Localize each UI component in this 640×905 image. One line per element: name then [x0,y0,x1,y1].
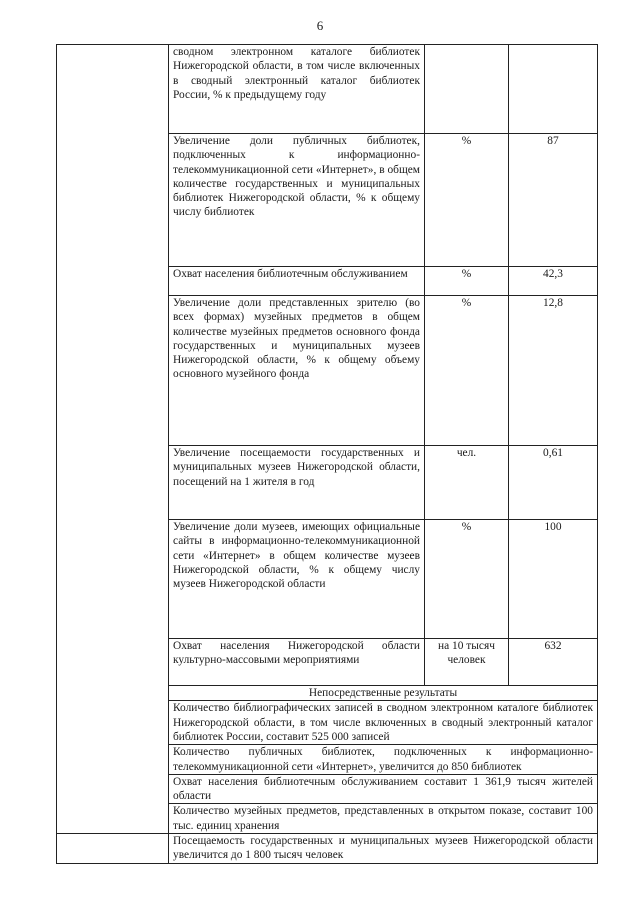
indicators-table [56,44,598,864]
left-empty-column [57,45,169,834]
indicator-value: 632 [509,639,598,686]
result-text: Количество библиографических записей в сводном электронном каталоге библиотек Нижегородской области, в том числе включенных в сводный электронный каталог библиотек России, составит 525 000 записей [169,701,598,745]
result-text: Охват населения библиотечным обслуживанием составит 1 361,9 тысяч жителей области [169,774,598,804]
indicator-value [509,45,598,134]
indicator-unit [425,45,509,134]
section-title: Непосредственные результаты [169,686,598,701]
indicator-value: 42,3 [509,267,598,296]
table-row [57,45,598,134]
indicator-value: 12,8 [509,296,598,446]
left-empty-cell [57,834,169,864]
indicator-unit: % [425,134,509,267]
indicator-text: Охват населения библиотечным обслуживанием [169,267,425,296]
indicator-text: Охват населения Нижегородской области культурно-массовыми мероприятиями [169,639,425,686]
indicator-text: Увеличение доли музеев, имеющих официальные сайты в информационно-телекоммуникационной сети «Интернет» в общем количестве музеев Нижегородской области, % к общему числу музеев Нижегородской области [169,520,425,639]
indicator-unit: % [425,296,509,446]
indicator-text: Увеличение доли публичных библиотек, подключенных к информационно-телекоммуникационной сети «Интернет», в общем количестве государственных и муниципальных библиотек Нижегородской области, % к общему числу библиотек [169,134,425,267]
indicator-text: Увеличение доли представленных зрителю (во всех формах) музейных предметов в общем количестве музейных предметов основного фонда государственных и муниципальных музеев Нижегородской области, % к общему объему основного музейного фонда [169,296,425,446]
indicator-value: 100 [509,520,598,639]
indicator-unit: на 10 тысяч человек [425,639,509,686]
result-row [57,834,598,864]
indicator-value: 0,61 [509,446,598,520]
indicator-unit: % [425,520,509,639]
page-number: 6 [316,18,324,33]
result-text: Посещаемость государственных и муниципальных музеев Нижегородской области увеличится до 1 800 тысяч человек [169,834,598,864]
indicator-text: Увеличение посещаемости государственных и муниципальных музеев Нижегородской области, посещений на 1 жителя в год [169,446,425,520]
result-text: Количество публичных библиотек, подключенных к информационно-телекоммуникационной сети «Интернет», увеличится до 850 библиотек [169,745,598,775]
indicator-value: 87 [509,134,598,267]
indicator-unit: % [425,267,509,296]
indicator-text: сводном электронном каталоге библиотек Нижегородской области, в том числе включенных в сводный электронный каталог библиотек России, % к предыдущему году [169,45,425,134]
result-text: Количество музейных предметов, представленных в открытом показе, составит 100 тыс. единиц хранения [169,804,598,834]
indicator-unit: чел. [425,446,509,520]
